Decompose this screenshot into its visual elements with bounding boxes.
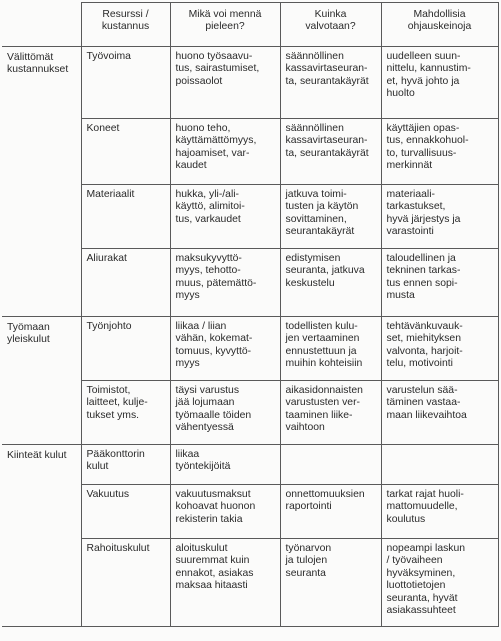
table-row — [2, 445, 498, 485]
cell-resource: Pääkonttorin kulut — [81, 445, 170, 485]
cell-monitoring: jatkuva toimi- tusten ja käytön sovittaminen, seurantakäyrät — [280, 185, 381, 249]
group-label-fixed-costs: Kiinteät kulut — [2, 445, 81, 485]
cell-problem: hukka, yli-/ali- käyttö, alimitoi- tus, varkaudet — [170, 185, 280, 249]
header-cell-problem: Mikä voi mennä pieleen? — [170, 3, 280, 47]
group-spacer — [2, 381, 81, 445]
cell-problem: liikaa / liian vähän, kokemat- tomuus, kyvyttö- myys — [170, 317, 280, 381]
cell-monitoring: työnarvon ja tulojen seuranta — [280, 539, 381, 627]
group-label-direct: Välittömät kustannukset — [2, 47, 81, 119]
cell-problem: maksukyvyttö- myys, tehotto- muus, pätemättö- myys — [170, 249, 280, 317]
cell-resource: Materiaalit — [81, 185, 170, 249]
group-spacer — [2, 539, 81, 627]
group-spacer — [2, 185, 81, 249]
cell-problem: täysi varustus jää lojumaan työmaalle töiden vähentyessä — [170, 381, 280, 445]
cell-problem: huono teho, käyttämättömyys, hajoamiset, var- kaudet — [170, 119, 280, 185]
cell-resource: Työnjohto — [81, 317, 170, 381]
group-spacer — [2, 249, 81, 317]
cell-monitoring: todellisten kulu- jen vertaaminen ennustettuun ja muihin kohteisiin — [280, 317, 381, 381]
group-label-site-overheads: Työmaan yleiskulut — [2, 317, 81, 381]
cost-control-table — [2, 2, 499, 627]
cell-monitoring: onnettomuuksien raportointi — [280, 485, 381, 539]
table-row — [2, 485, 498, 539]
header-cell-resource: Resurssi / kustannus — [81, 3, 170, 47]
cell-problem: aloituskulut suuremmat kuin ennakot, asiakas maksaa hitaasti — [170, 539, 280, 627]
table-row — [2, 119, 498, 185]
table-row — [2, 381, 498, 445]
cell-monitoring: edistymisen seuranta, jatkuva keskustelu — [280, 249, 381, 317]
group-spacer — [2, 119, 81, 185]
header-cell-blank — [2, 3, 81, 47]
cell-control: tarkat rajat huoli- mattomuudelle, koulutus — [381, 485, 498, 539]
cell-monitoring: aikasidonnaisten varustusten ver- taaminen liike- vaihtoon — [280, 381, 381, 445]
group-spacer — [2, 485, 81, 539]
cell-resource: Toimistot, laitteet, kulje- tukset yms. — [81, 381, 170, 445]
table-row — [2, 317, 498, 381]
cell-resource: Vakuutus — [81, 485, 170, 539]
cell-control: nopeampi laskun / työvaiheen hyväksyminen, luottotietojen seuranta, hyvät asiakassuhteet — [381, 539, 498, 627]
cell-control: uudelleen suun- nittelu, kannustim- et, hyvä johto ja huolto — [381, 47, 498, 119]
cell-resource: Aliurakat — [81, 249, 170, 317]
cell-problem: huono työsaavu- tus, sairastumiset, poissaolot — [170, 47, 280, 119]
table-row — [2, 185, 498, 249]
table-row — [2, 47, 498, 119]
cell-control — [381, 445, 498, 485]
cell-control: tehtävänkuvauk- set, miehityksen valvonta, harjoit- telu, motivointi — [381, 317, 498, 381]
cell-control: käyttäjien opas- tus, ennakkohuol- to, turvallisuus- merkinnät — [381, 119, 498, 185]
cell-control: materiaali- tarkastukset, hyvä järjestys ja varastointi — [381, 185, 498, 249]
table-row — [2, 249, 498, 317]
header-cell-control: Mahdollisia ohjauskeinoja — [381, 3, 498, 47]
cell-resource: Työvoima — [81, 47, 170, 119]
header-cell-monitoring: Kuinka valvotaan? — [280, 3, 381, 47]
cell-problem: vakuutusmaksut kohoavat huonon rekisterin takia — [170, 485, 280, 539]
table-row — [2, 539, 498, 627]
cell-monitoring: säännöllinen kassavirtaseuran- ta, seurantakäyrät — [280, 119, 381, 185]
cell-control: taloudellinen ja tekninen tarkas- tus ennen sopi- musta — [381, 249, 498, 317]
cell-monitoring: säännöllinen kassavirtaseuran- ta, seurantakäyrät — [280, 47, 381, 119]
header-row — [2, 3, 498, 47]
cell-problem: liikaa työntekijöitä — [170, 445, 280, 485]
cell-resource: Koneet — [81, 119, 170, 185]
cell-monitoring — [280, 445, 381, 485]
cell-resource: Rahoituskulut — [81, 539, 170, 627]
cell-control: varustelun sää- täminen vastaa- maan liikevaihtoa — [381, 381, 498, 445]
